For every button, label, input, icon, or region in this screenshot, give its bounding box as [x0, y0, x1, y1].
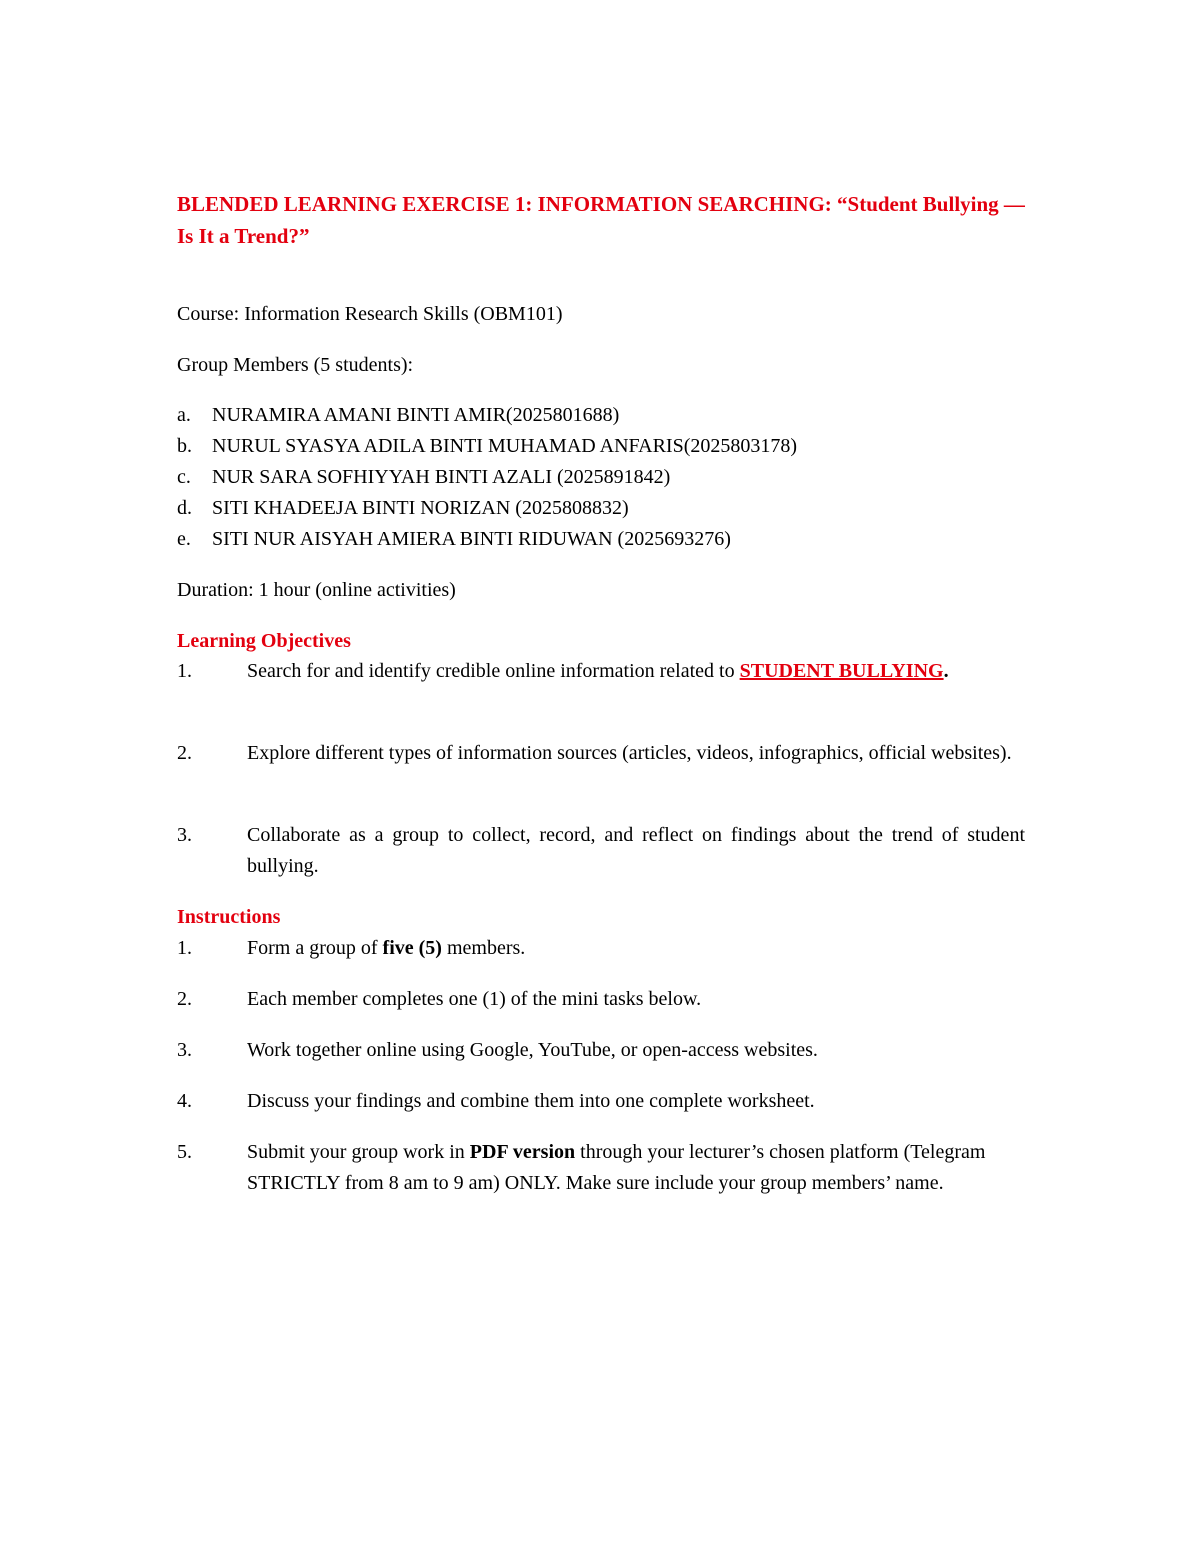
instruction-text	[247, 1137, 1027, 1199]
member-name: SITI KHADEEJA BINTI NORIZAN (2025808832)	[212, 497, 629, 519]
member-name: NUR SARA SOFHIYYAH BINTI AZALI (2025891842)	[212, 466, 671, 488]
member-name: SITI NUR AISYAH AMIERA BINTI RIDUWAN (2025693276)	[212, 528, 731, 550]
member-item	[177, 527, 731, 551]
duration-line: Duration: 1 hour (online activities)	[177, 579, 456, 601]
member-item	[177, 496, 629, 520]
instruction-number: 5.	[177, 1141, 192, 1163]
objective-text-after: .	[943, 660, 949, 682]
instruction-text: Each member completes one (1) of the mini tasks below.	[247, 988, 702, 1010]
member-item	[177, 403, 619, 427]
instruction-number: 3.	[177, 1039, 192, 1061]
instruction-number: 4.	[177, 1090, 192, 1112]
member-letter: d.	[177, 497, 192, 519]
instruction-text-before: Form a group of	[247, 937, 383, 959]
objective-number: 1.	[177, 660, 192, 682]
group-members-label: Group Members (5 students):	[177, 354, 414, 376]
objective-text	[247, 656, 1025, 687]
objective-text: Explore different types of information sources (articles, videos, infographics, official websites).	[247, 742, 1012, 764]
member-name: NURUL SYASYA ADILA BINTI MUHAMAD ANFARIS(2025803178)	[212, 435, 798, 457]
instruction-text-after: through your lecturer’s chosen platform (Telegram STRICTLY from 8 am to 9 am) ONLY. Make sure include your group members’ name.	[247, 1141, 986, 1194]
instruction-text-after: members.	[441, 937, 526, 959]
objectives-heading: Learning Objectives	[177, 630, 351, 652]
member-letter: c.	[177, 466, 191, 488]
member-name: NURAMIRA AMANI BINTI AMIR(2025801688)	[212, 404, 620, 426]
instruction-text	[247, 933, 1025, 964]
instruction-text: Work together online using Google, YouTube, or open-access websites.	[247, 1039, 818, 1061]
objective-number: 3.	[177, 824, 192, 846]
instruction-text: Discuss your findings and combine them into one complete worksheet.	[247, 1090, 815, 1112]
instruction-text-before: Submit your group work in	[247, 1141, 470, 1163]
instruction-number: 2.	[177, 988, 192, 1010]
course-line: Course: Information Research Skills (OBM101)	[177, 303, 563, 325]
instructions-heading: Instructions	[177, 906, 281, 928]
member-letter: e.	[177, 528, 191, 550]
instruction-number: 1.	[177, 937, 192, 959]
instruction-bold: PDF version	[469, 1141, 576, 1163]
instruction-bold: five (5)	[382, 937, 442, 959]
member-item	[177, 434, 797, 458]
objective-text-before: Search for and identify credible online information related to	[247, 660, 740, 682]
objective-keyword: STUDENT BULLYING	[739, 660, 944, 682]
objective-number: 2.	[177, 742, 192, 764]
member-item	[177, 465, 670, 489]
document-title: BLENDED LEARNING EXERCISE 1: INFORMATION SEARCHING: “Student Bullying — Is It a Trend?”	[177, 192, 1025, 248]
member-letter: a.	[177, 404, 191, 426]
member-letter: b.	[177, 435, 192, 457]
objective-text: Collaborate as a group to collect, record, and reflect on findings about the trend of student bullying.	[247, 824, 1025, 877]
